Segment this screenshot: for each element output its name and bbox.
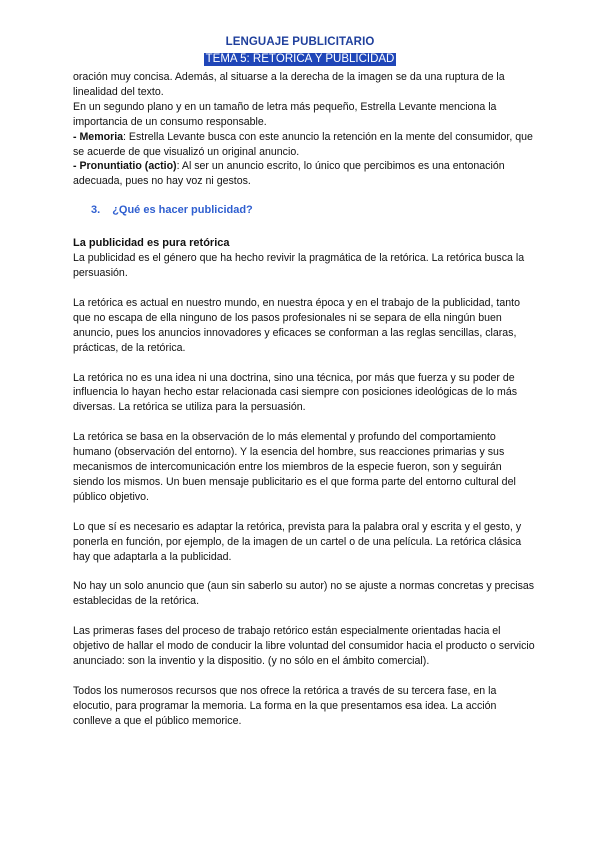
body-paragraph: Lo que sí es necesario es adaptar la retórica, prevista para la palabra oral y escrita y el gesto, y ponerla en función, por ejemplo, de la imagen de un cartel o de una película. La retórica clásica hay que adaptarla a la publicidad. bbox=[73, 520, 522, 563]
intro-paragraph: En un segundo plano y en un tamaño de letra más pequeño, Estrella Levante menciona la importancia de un consumo responsable. bbox=[73, 100, 497, 128]
page-header bbox=[0, 35, 600, 67]
body-paragraph: La retórica no es una idea ni una doctrina, sino una técnica, por más que fuerza y su poder de influencia lo hayan hecho estar relacionada casi siempre con posiciones ideológicas de lo más diversas. La retórica se utiliza para la persuasión. bbox=[73, 371, 518, 414]
document-title: LENGUAJE PUBLICITARIO bbox=[225, 36, 375, 48]
pronuntiatio-paragraph bbox=[73, 159, 535, 189]
memoria-label: - Memoria bbox=[73, 130, 124, 143]
body-paragraph: Las primeras fases del proceso de trabajo retórico están especialmente orientadas hacia el objetivo de hallar el modo de conducir la libre voluntad del consumidor hacia el producto o servicio anunciado: son la inventio y la dispositio. (y no sólo en el ámbito comercial). bbox=[73, 625, 535, 668]
pronuntiatio-label: - Pronuntiatio (actio) bbox=[73, 160, 177, 173]
body-paragraph: La retórica se basa en la observación de lo más elemental y profundo del comportamiento humano (observación del entorno). Y la esencia del hombre, sus reacciones primarias y sus mecanismos de intercomunicación entre los miembros de la especie fueron, son y seguirán siendo los mismos. Un buen mensaje publicitario es el que forma parte del entorno cultural del público objetivo. bbox=[73, 431, 516, 503]
section-heading bbox=[91, 203, 535, 218]
memoria-text: : Estrella Levante busca con este anuncio la retención en la mente del consumidor, que se acuerde de que visualizó un original anuncio. bbox=[73, 130, 533, 158]
body-paragraph: Todos los numerosos recursos que nos ofrece la retórica a través de su tercera fase, en la elocutio, para programar la memoria. La forma en la que presentamos esa idea. La acción conlleve a que el público memorice. bbox=[73, 685, 497, 727]
section-number: 3. bbox=[91, 204, 101, 217]
pronuntiatio-text: : Al ser un anuncio escrito, lo único que percibimos es una entonación adecuada, pues no hay voz ni gestos. bbox=[73, 160, 505, 188]
intro-paragraph: oración muy concisa. Además, al situarse a la derecha de la imagen se da una ruptura de la linealidad del texto. bbox=[73, 71, 505, 98]
document-subtitle: TEMA 5: RETÓRICA Y PUBLICIDAD bbox=[205, 53, 395, 65]
subheading: La publicidad es pura retórica bbox=[73, 237, 230, 250]
section-title: ¿Qué es hacer publicidad? bbox=[112, 204, 253, 217]
body-paragraph: La publicidad es el género que ha hecho revivir la pragmática de la retórica. La retórica busca la persuasión. bbox=[73, 252, 525, 279]
body-paragraph: La retórica es actual en nuestro mundo, en nuestra época y en el trabajo de la publicidad, tanto que no escapa de ella ninguno de los pasos profesionales ni se separa de ella ningún buen anuncio, pues los anuncios innovadores y eficaces se conforman a las reglas sencillas, claras, prácticas, de la retórica. bbox=[73, 296, 520, 354]
body-paragraph: No hay un solo anuncio que (aun sin saberlo su autor) no se ajuste a normas concretas y precisas establecidas de la retórica. bbox=[73, 580, 535, 608]
document-body bbox=[73, 70, 535, 729]
memoria-paragraph bbox=[73, 130, 535, 160]
